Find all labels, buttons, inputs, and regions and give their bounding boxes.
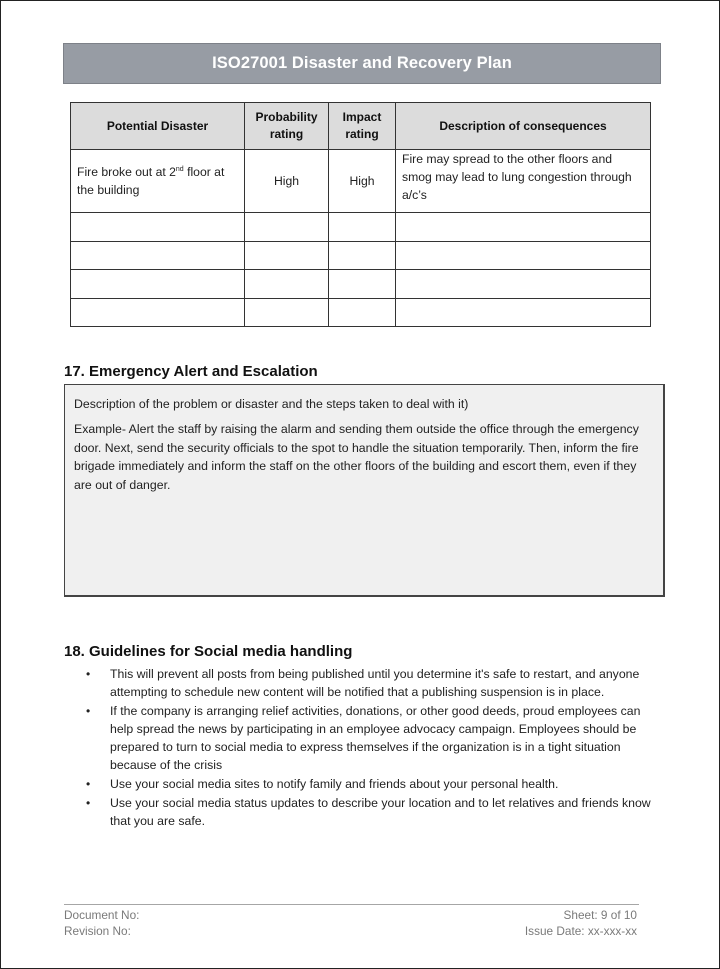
header-probability-line1: Probability — [255, 110, 318, 124]
social-media-guidelines-list — [64, 665, 664, 831]
disaster-text-suffix: floor at the building — [77, 165, 225, 197]
cell-probability-rating[interactable]: High — [245, 150, 329, 213]
header-impact-line1: Impact — [342, 110, 382, 124]
cell-impact-rating[interactable] — [329, 213, 396, 242]
bullet-icon: • — [86, 796, 91, 810]
cell-potential-disaster[interactable] — [71, 150, 245, 213]
footer-revision-no: Revision No: — [64, 924, 131, 938]
bullet-icon: • — [86, 777, 91, 791]
cell-impact-rating[interactable] — [329, 241, 396, 270]
list-item-text: This will prevent all posts from being published until you determine it's safe to restart, and anyone attempting to schedule new content will be notified that a publishing suspension is in place. — [110, 667, 640, 699]
footer-issue-date: Issue Date: xx-xxx-xx — [524, 924, 637, 938]
cell-probability-rating[interactable] — [245, 298, 329, 327]
list-item — [64, 702, 664, 774]
alert-example-text: Example- Alert the staff by raising the alarm and sending them outside the office through the emergency door. Next, send the security officials to the spot to handle the situation temporarily. Then, inform the fire brigade immediately and inform the staff on the other floors of the building and escort them, even if they are out of danger. — [74, 422, 639, 492]
emergency-alert-text-box[interactable] — [64, 384, 665, 597]
cell-potential-disaster[interactable] — [71, 213, 245, 242]
cell-potential-disaster[interactable] — [71, 270, 245, 299]
alert-intro-text: Description of the problem or disaster and the steps taken to deal with it) — [74, 397, 469, 411]
cell-description[interactable] — [396, 298, 651, 327]
cell-description[interactable] — [396, 270, 651, 299]
cell-probability-rating[interactable] — [245, 213, 329, 242]
ordinal-superscript: nd — [175, 165, 184, 173]
cell-potential-disaster[interactable] — [71, 298, 245, 327]
list-item — [64, 794, 664, 830]
list-item — [64, 775, 664, 793]
section-18-heading: 18. Guidelines for Social media handling — [64, 643, 353, 660]
risk-assessment-table — [70, 102, 651, 327]
cell-impact-rating[interactable] — [329, 298, 396, 327]
footer-right — [525, 907, 637, 939]
table-header-row — [71, 103, 651, 150]
footer-divider — [64, 904, 639, 905]
bullet-icon: • — [86, 667, 91, 681]
footer-left — [64, 907, 139, 939]
cell-impact-rating[interactable] — [329, 270, 396, 299]
cell-probability-rating[interactable] — [245, 270, 329, 299]
table-row — [71, 241, 651, 270]
disaster-text: Fire broke out at 2 — [77, 165, 176, 179]
table-row — [71, 213, 651, 242]
footer-sheet-number: Sheet: 9 of 10 — [563, 908, 637, 922]
list-item-text: Use your social media sites to notify family and friends about your personal health. — [110, 777, 559, 791]
cell-description[interactable]: Fire may spread to the other floors and smog may lead to lung congestion through a/c’s — [396, 150, 651, 213]
table-row — [71, 150, 651, 213]
table-row — [71, 270, 651, 299]
header-probability-line2: rating — [269, 127, 304, 141]
header-potential-disaster: Potential Disaster — [71, 103, 245, 150]
section-17-heading: 17. Emergency Alert and Escalation — [64, 363, 318, 380]
cell-description[interactable] — [396, 213, 651, 242]
cell-description[interactable] — [396, 241, 651, 270]
header-probability-rating — [245, 103, 329, 150]
header-impact-line2: rating — [345, 127, 379, 141]
cell-impact-rating[interactable]: High — [329, 150, 396, 213]
list-item — [64, 665, 664, 701]
list-item-text: Use your social media status updates to describe your location and to let relatives and friends know that you are safe. — [110, 796, 651, 828]
footer-document-no: Document No: — [64, 908, 140, 922]
bullet-icon: • — [86, 704, 91, 718]
header-description-of-consequences: Description of consequences — [396, 103, 651, 150]
cell-probability-rating[interactable] — [245, 241, 329, 270]
document-title: ISO27001 Disaster and Recovery Plan — [212, 54, 512, 72]
cell-potential-disaster[interactable] — [71, 241, 245, 270]
document-title-banner — [63, 43, 661, 84]
header-impact-rating — [329, 103, 396, 150]
table-row — [71, 298, 651, 327]
list-item-text: If the company is arranging relief activities, donations, or other good deeds, proud employees can help spread the news by participating in an employee advocacy campaign. Employees should be prepared to turn to social media to express themselves if the organization is in a tight situation because of the crisis — [110, 704, 641, 772]
